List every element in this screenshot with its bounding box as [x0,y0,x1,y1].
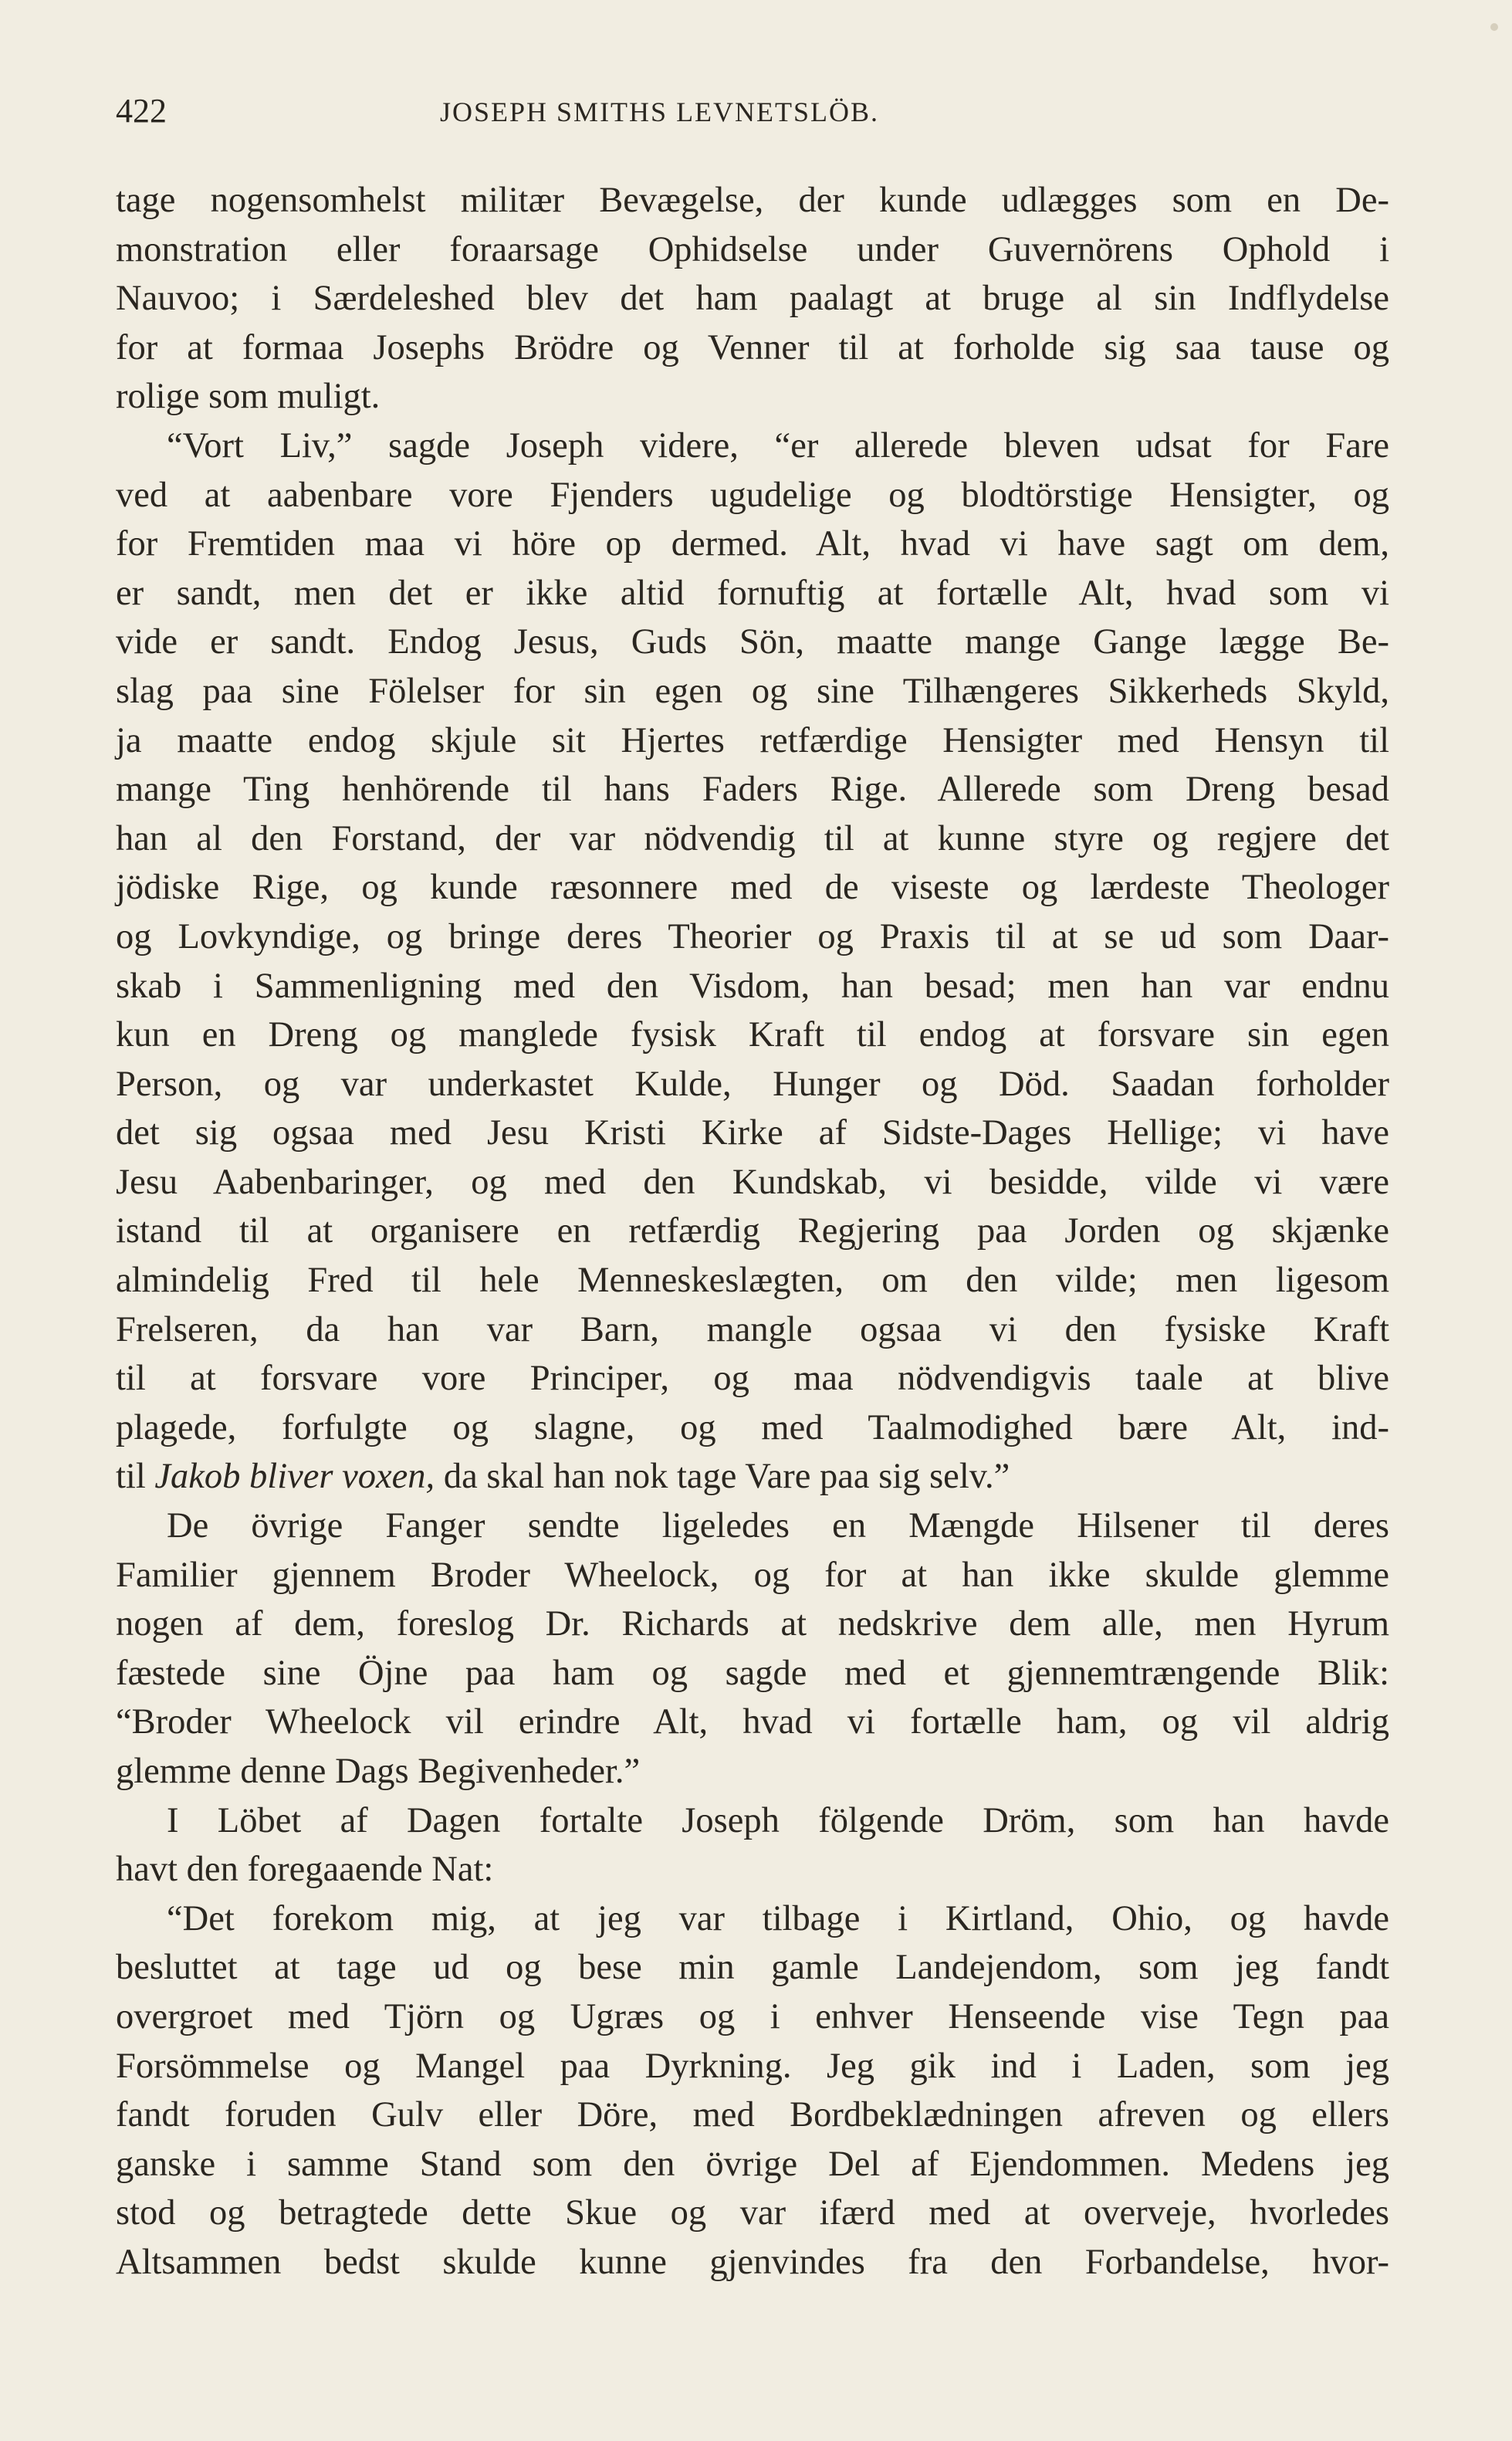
text-line: glemme denne Dags Begivenheder.” [116,1752,641,1791]
text-line: almindelig Fred til hele Menneskeslægten, om den vilde; men ligesom [116,1261,1389,1301]
text-line: Nauvoo; i Særdeleshed blev det ham paalagt at bruge al sin Indflydelse [116,279,1389,319]
text-fragment: da skal han nok tage Vare paa sig selv.” [443,1457,1010,1497]
text-line: nogen af dem, foreslog Dr. Richards at nedskrive dem alle, men Hyrum [116,1604,1389,1644]
page-number: 422 [116,92,167,130]
text-line: det sig ogsaa med Jesu Kristi Kirke af Sidste-Dages Hellige; vi have [116,1113,1389,1153]
text-line: havt den foregaaende Nat: [116,1850,494,1890]
text-line: Jesu Aabenbaringer, og med den Kundskab, vi besidde, vilde vi være [116,1162,1389,1202]
text-line: plagede, forfulgte og slagne, og med Taalmodighed bære Alt, ind- [116,1407,1389,1447]
text-line: istand til at organisere en retfærdig Regjering paa Jorden og skjænke [116,1211,1389,1251]
text-line: mange Ting henhörende til hans Faders Rige. Allerede som Dreng besad [116,770,1389,810]
text-line: Forsömmelse og Mangel paa Dyrkning. Jeg gik ind i Laden, som jeg [116,2046,1389,2086]
text-line: ved at aabenbare vore Fjenders ugudelige og blodtörstige Hensigter, og [116,475,1389,515]
text-line: og Lovkyndige, og bringe deres Theorier og Praxis til at se ud som Daar- [116,916,1389,956]
text-line: slag paa sine Fölelser for sin egen og sine Tilhængeres Sikkerheds Skyld, [116,671,1389,711]
text-line: han al den Forstand, der var nödvendig til at kunne styre og regjere det [116,818,1389,858]
text-line: I Löbet af Dagen fortalte Joseph fölgende Dröm, som han havde [167,1800,1389,1840]
text-line: stod og betragtede dette Skue og var ifærd med at overveje, hvorledes [116,2193,1389,2233]
text-line: kun en Dreng og manglede fysisk Kraft til endog at forsvare sin egen [116,1015,1389,1055]
text-line: tage nogensomhelst militær Bevægelse, der kunde udlægges som en De- [116,181,1389,220]
text-line: De övrige Fanger sendte ligeledes en Mængde Hilsener til deres [167,1506,1389,1546]
page-speck [1490,23,1498,31]
text-line: for at formaa Josephs Brödre og Venner til at forholde sig saa tause og [116,327,1389,367]
text-line: Familier gjennem Broder Wheelock, og for at han ikke skulde glemme [116,1555,1389,1595]
text-line: ja maatte endog skjule sit Hjertes retfærdige Hensigter med Hensyn til [116,720,1389,760]
page-header [116,91,1389,137]
body-text [116,176,1389,2287]
text-line: monstration eller foraarsage Ophidselse under Guvernörens Ophold i [116,229,1389,269]
text-line: fæstede sine Öjne paa ham og sagde med et gjennemtrængende Blik: [116,1653,1389,1693]
italic-phrase: Jakob bliver voxen, [154,1457,435,1497]
text-line: fandt foruden Gulv eller Döre, med Bordbeklædningen afreven og ellers [116,2095,1389,2135]
text-line: ganske i samme Stand som den övrige Del af Ejendommen. Medens jeg [116,2144,1389,2184]
text-line: “Det forekom mig, at jeg var tilbage i Kirtland, Ohio, og havde [167,1898,1389,1938]
text-line: Frelseren, da han var Barn, mangle ogsaa vi den fysiske Kraft [116,1309,1389,1349]
text-line: Altsammen bedst skulde kunne gjenvindes fra den Forbandelse, hvor- [116,2242,1389,2282]
text-fragment: til [116,1457,146,1497]
text-line: “Broder Wheelock vil erindre Alt, hvad vi fortælle ham, og vil aldrig [116,1702,1389,1742]
text-line: vide er sandt. Endog Jesus, Guds Sön, maatte mange Gange lægge Be- [116,622,1389,662]
text-line: overgroet med Tjörn og Ugræs og i enhver Henseende vise Tegn paa [116,1996,1389,2036]
text-line: til at forsvare vore Principer, og maa nödvendigvis taale at blive [116,1359,1389,1399]
text-line: besluttet at tage ud og bese min gamle Landejendom, som jeg fandt [116,1948,1389,1988]
text-line-mixed [116,1452,1389,1502]
running-title: JOSEPH SMITHS LEVNETSLÖB. [440,96,880,127]
text-line: for Fremtiden maa vi höre op dermed. Alt, hvad vi have sagt om dem, [116,524,1389,564]
text-line: Person, og var underkastet Kulde, Hunger og Död. Saadan forholder [116,1064,1389,1104]
text-line: er sandt, men det er ikke altid fornuftig at fortælle Alt, hvad som vi [116,573,1389,613]
text-line: rolige som muligt. [116,377,381,417]
text-line: jödiske Rige, og kunde ræsonnere med de viseste og lærdeste Theologer [116,868,1389,908]
text-line: “Vort Liv,” sagde Joseph videre, “er allerede bleven udsat for Fare [167,425,1389,466]
text-line: skab i Sammenligning med den Visdom, han besad; men han var endnu [116,966,1389,1006]
